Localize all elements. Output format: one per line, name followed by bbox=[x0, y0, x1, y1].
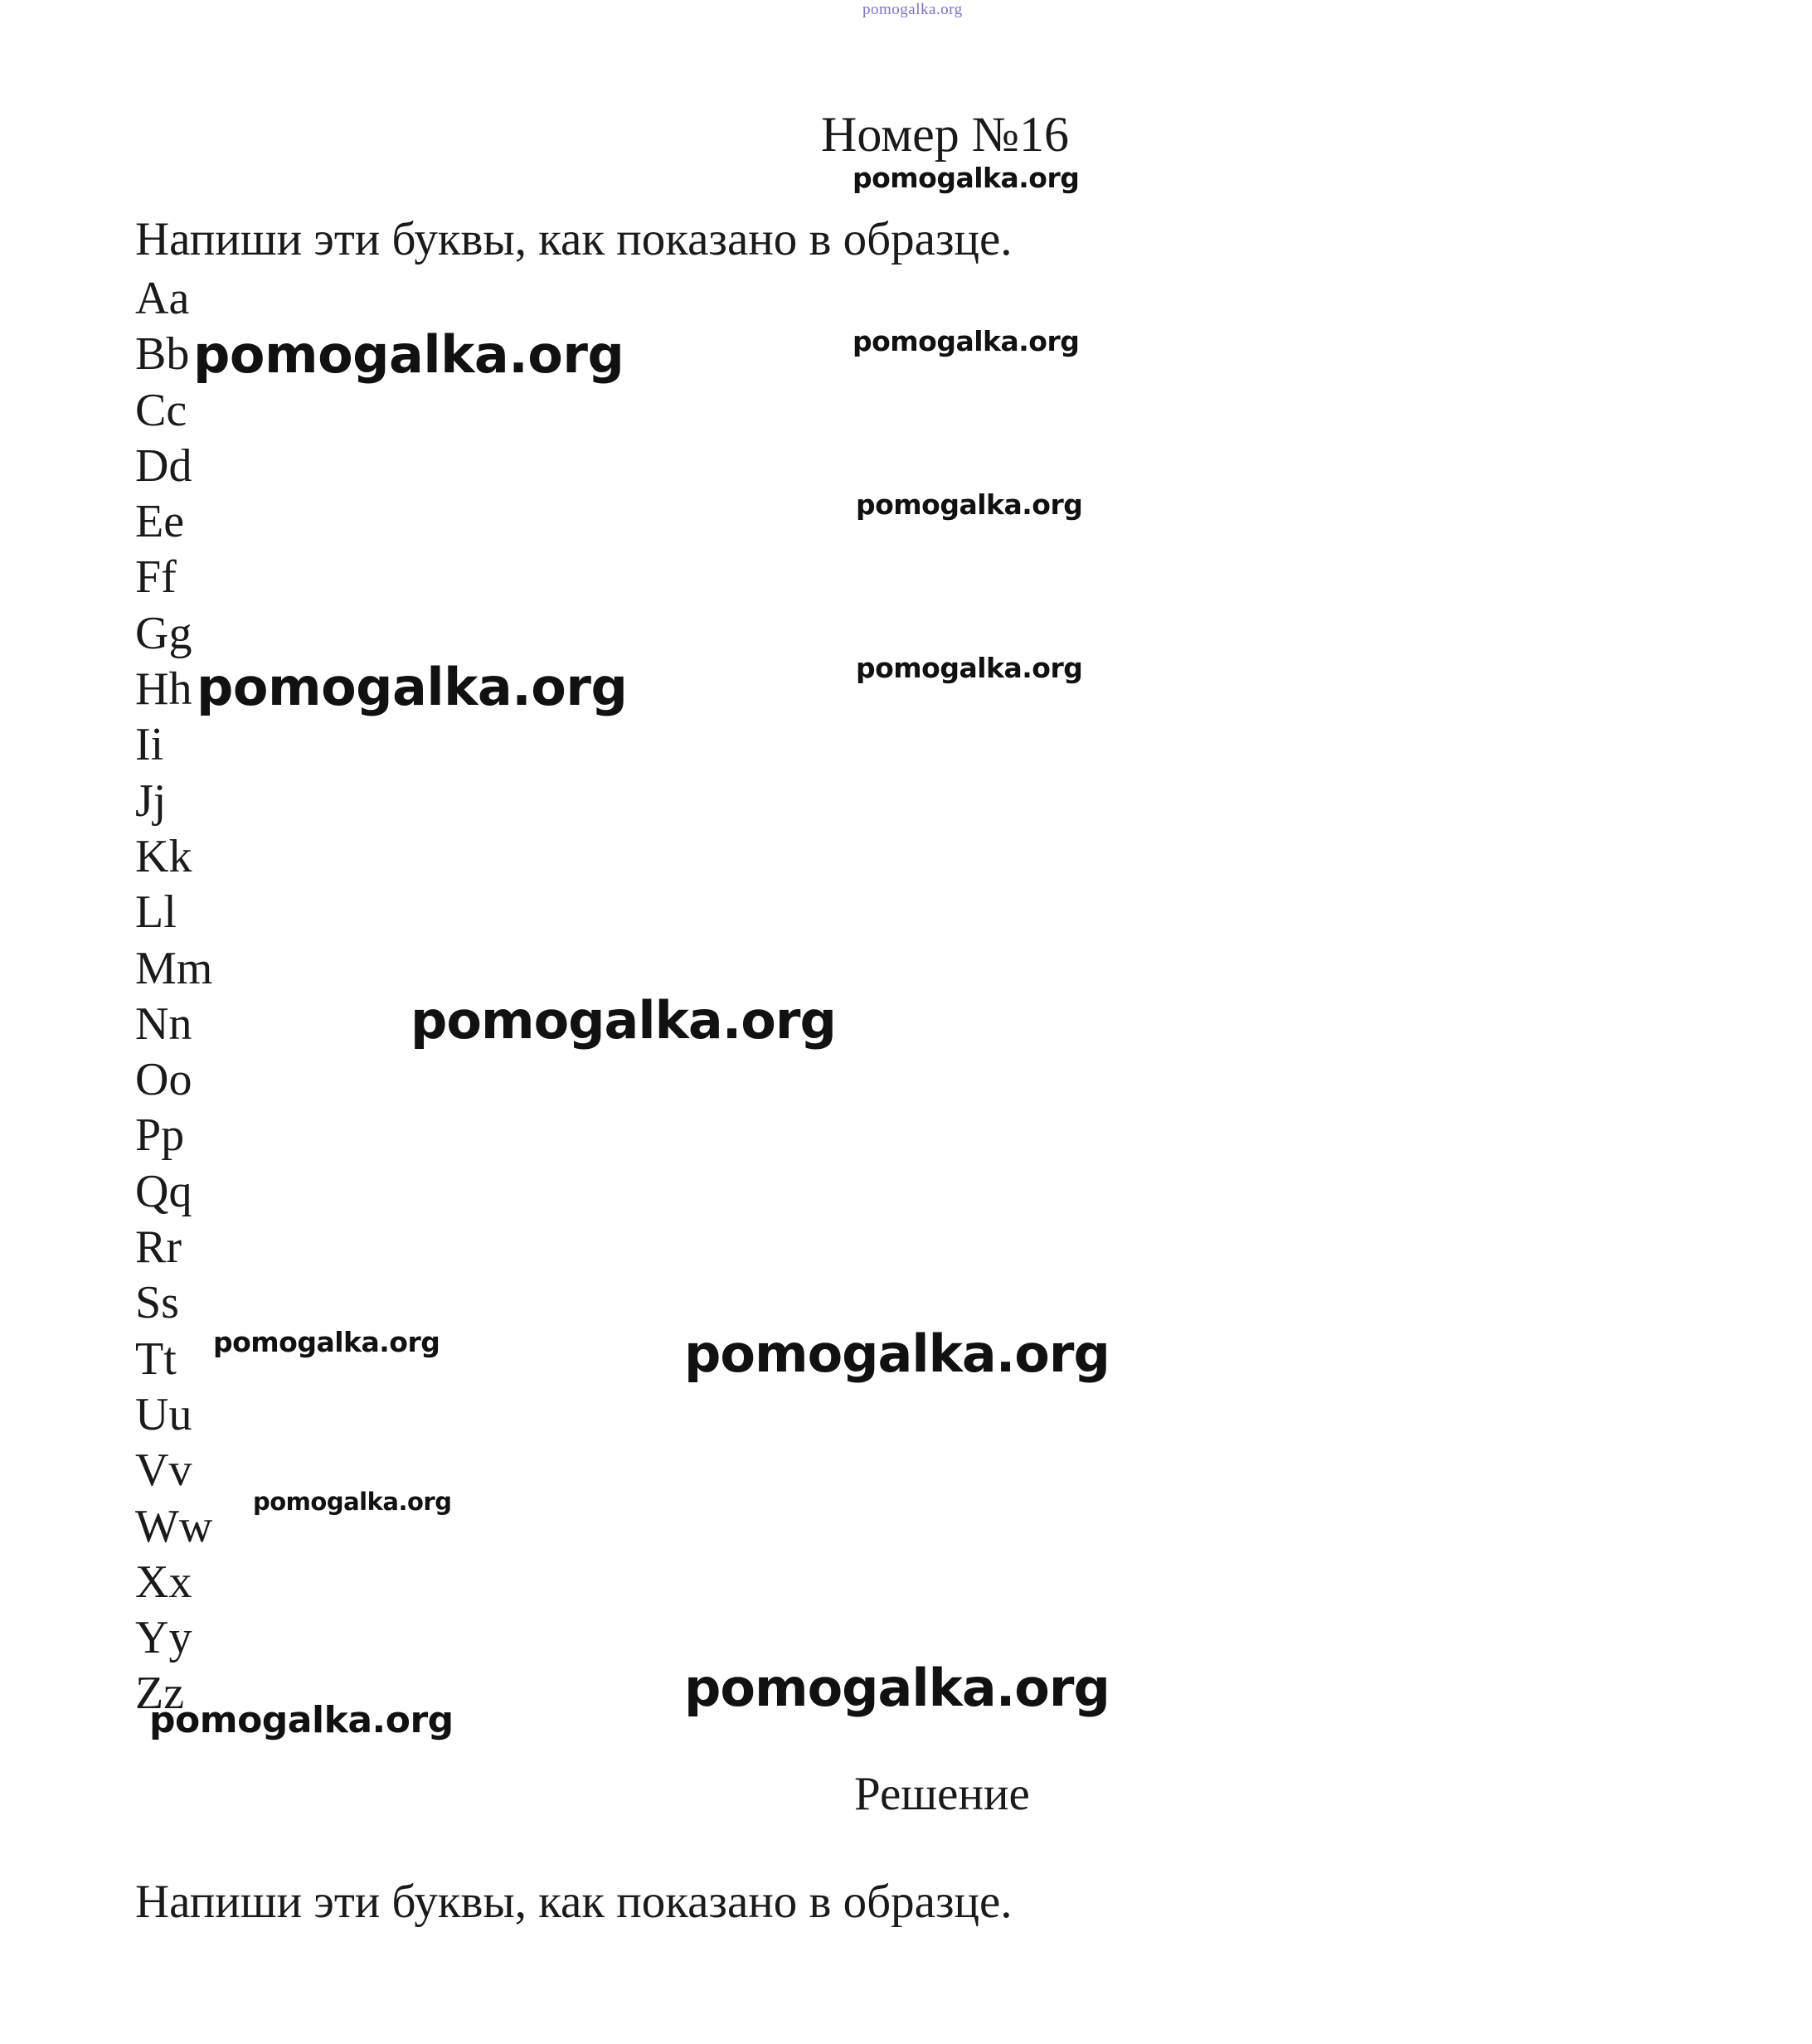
letter-pair: Dd bbox=[135, 439, 192, 492]
letter-pair: Kk bbox=[135, 830, 192, 882]
letter-pair: Tt bbox=[135, 1333, 177, 1385]
letter-pair: Mm bbox=[135, 942, 213, 994]
watermark: pomogalka.org bbox=[853, 162, 1080, 194]
letter-pair: Cc bbox=[135, 384, 187, 436]
letter-pair: Hh bbox=[135, 663, 192, 716]
watermark: pomogalka.org bbox=[193, 324, 624, 385]
letter-pair: Jj bbox=[135, 774, 167, 827]
solution-heading: Решение bbox=[854, 1768, 1030, 1820]
watermark: pomogalka.org bbox=[253, 1488, 452, 1516]
solution-instruction: Напиши эти буквы, как показано в образце. bbox=[135, 1876, 1013, 1928]
exercise-instruction: Напиши эти буквы, как показано в образце. bbox=[135, 213, 1013, 265]
watermark: pomogalka.org bbox=[197, 657, 628, 717]
letter-pair: Oo bbox=[135, 1054, 192, 1106]
watermark: pomogalka.org bbox=[149, 1699, 454, 1741]
letter-pair: Vv bbox=[135, 1444, 192, 1497]
letter-pair: Xx bbox=[135, 1556, 192, 1608]
letter-list bbox=[135, 271, 212, 1722]
letter-pair: Ii bbox=[135, 719, 164, 771]
letter-pair: Uu bbox=[135, 1388, 192, 1440]
watermark: pomogalka.org bbox=[853, 325, 1080, 357]
page-title: Номер №16 bbox=[821, 107, 1070, 162]
letter-pair: Bb bbox=[135, 328, 190, 381]
letter-pair: Aa bbox=[135, 273, 190, 324]
letter-pair: Ss bbox=[135, 1277, 179, 1329]
letter-pair: Ee bbox=[135, 496, 185, 548]
letter-pair: Ff bbox=[135, 551, 177, 604]
letter-pair: Gg bbox=[135, 607, 192, 659]
watermark: pomogalka.org bbox=[684, 1323, 1110, 1384]
letter-pair: Ll bbox=[135, 886, 177, 939]
watermark: pomogalka.org bbox=[856, 652, 1083, 684]
letter-pair: Ww bbox=[135, 1500, 213, 1552]
letter-pair: Rr bbox=[135, 1221, 182, 1274]
watermark: pomogalka.org bbox=[410, 990, 836, 1051]
letter-pair: Pp bbox=[135, 1109, 185, 1162]
letter-pair: Zz bbox=[135, 1668, 185, 1720]
letter-pair: Qq bbox=[135, 1165, 192, 1217]
letter-pair: Yy bbox=[135, 1612, 192, 1664]
letter-pair: Nn bbox=[135, 998, 192, 1050]
watermark: pomogalka.org bbox=[213, 1326, 440, 1358]
watermark: pomogalka.org bbox=[684, 1658, 1110, 1718]
watermark-top: pomogalka.org bbox=[862, 1, 963, 18]
watermark: pomogalka.org bbox=[856, 488, 1083, 521]
